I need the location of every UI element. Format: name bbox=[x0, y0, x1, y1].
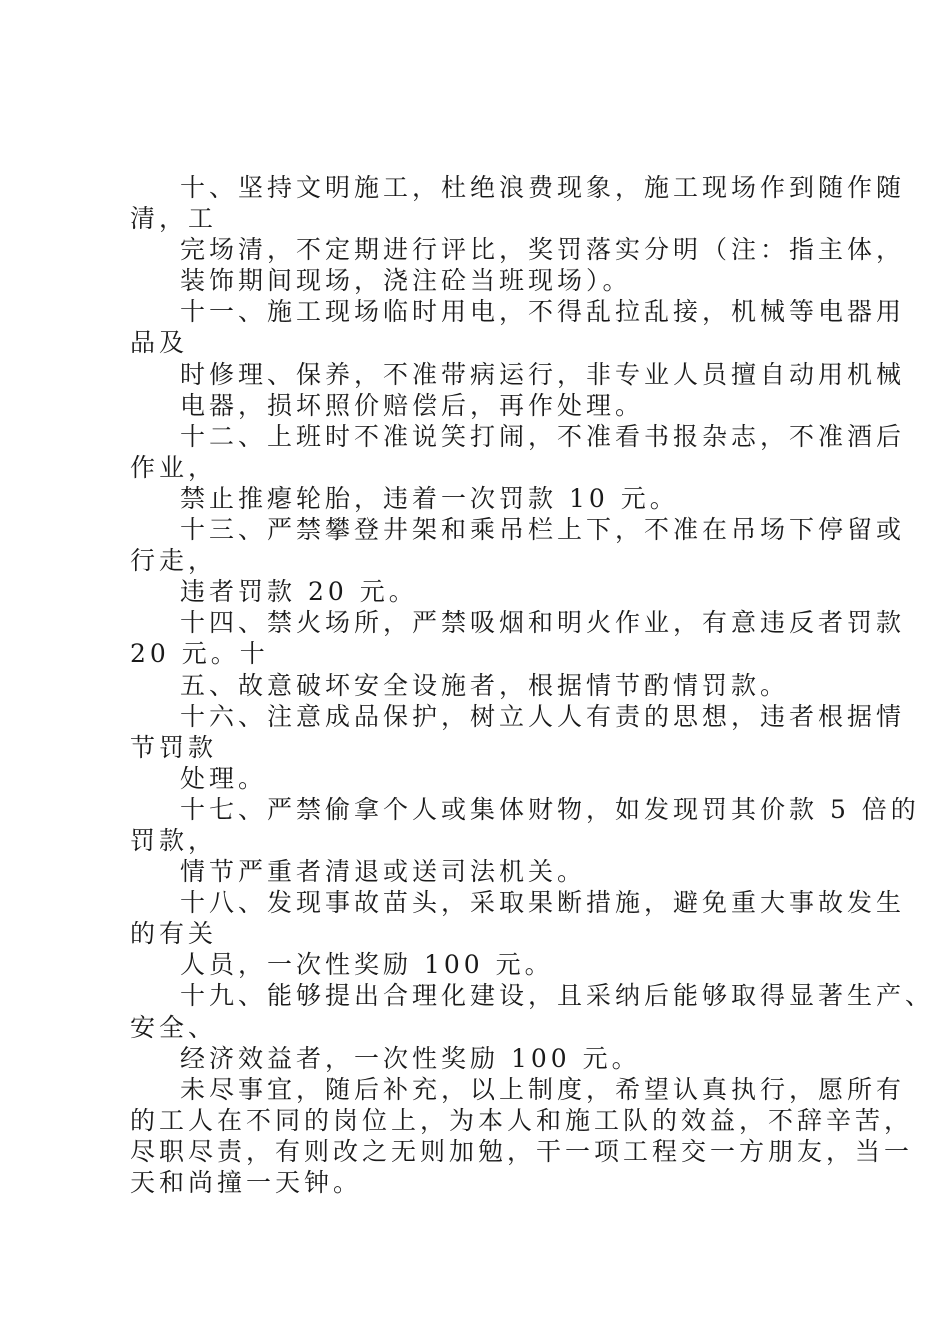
text-line: 情节严重者清退或送司法机关。 bbox=[180, 857, 587, 887]
text-line: 十二、上班时不准说笑打闹，不准看书报杂志，不准酒后 bbox=[180, 421, 906, 451]
text-line: 违者罚款 20 元。 bbox=[180, 577, 418, 607]
text-line: 装饰期间现场，浇注砼当班现场）。 bbox=[180, 266, 632, 296]
text-line: 十一、施工现场临时用电，不得乱拉乱接，机械等电器用 bbox=[180, 297, 906, 327]
text-line: 十七、严禁偷拿个人或集体财物，如发现罚其价款 5 倍的 bbox=[180, 794, 920, 824]
text-line: 未尽事宜，随后补充，以上制度，希望认真执行，愿所有 bbox=[180, 1074, 906, 1104]
text-line: 十九、能够提出合理化建设，且采纳后能够取得显著生产、 bbox=[180, 981, 935, 1011]
text-line: 十八、发现事故苗头，采取果断措施，避免重大事故发生 bbox=[180, 888, 906, 918]
text-line: 经济效益者，一次性奖励 100 元。 bbox=[180, 1043, 641, 1073]
text-line: 十、坚持文明施工，杜绝浪费现象，施工现场作到随作随 bbox=[180, 173, 906, 202]
text-line: 天和尚撞一天钟。 bbox=[130, 1168, 363, 1197]
text-line: 完场清，不定期进行评比，奖罚落实分明（注：指主体， bbox=[180, 235, 906, 265]
text-line: 电器，损坏照价赔偿后，再作处理。 bbox=[180, 390, 645, 420]
text-line: 的有关 bbox=[130, 919, 218, 949]
text-line: 20 元。十 bbox=[130, 639, 269, 669]
text-line: 十三、严禁攀登井架和乘吊栏上下，不准在吊场下停留或 bbox=[180, 515, 906, 545]
text-line: 节罚款 bbox=[130, 732, 218, 762]
text-line: 罚款， bbox=[130, 825, 218, 855]
text-line: 作业， bbox=[130, 452, 218, 482]
text-line: 品及 bbox=[130, 328, 189, 358]
text-line: 尽职尽责，有则改之无则加勉，干一项工程交一方朋友，当一 bbox=[130, 1136, 914, 1166]
text-line: 时修理、保养，不准带病运行，非专业人员擅自动用机械 bbox=[180, 359, 906, 389]
text-line: 禁止推瘪轮胎，违着一次罚款 10 元。 bbox=[180, 483, 679, 513]
text-line: 清，工 bbox=[130, 204, 218, 234]
text-line: 五、故意破坏安全设施者，根据情节酌情罚款。 bbox=[180, 670, 790, 700]
document-body bbox=[130, 172, 935, 1198]
text-line: 安全、 bbox=[130, 1012, 218, 1042]
text-line: 的工人在不同的岗位上，为本人和施工队的效益，不辞辛苦， bbox=[130, 1105, 914, 1135]
text-line: 十四、禁火场所，严禁吸烟和明火作业，有意违反者罚款 bbox=[180, 608, 906, 638]
text-line: 行走， bbox=[130, 546, 218, 576]
text-line: 处理。 bbox=[180, 763, 268, 793]
text-line: 人员，一次性奖励 100 元。 bbox=[180, 950, 554, 980]
text-line: 十六、注意成品保护，树立人人有责的思想，违者根据情 bbox=[180, 701, 906, 731]
